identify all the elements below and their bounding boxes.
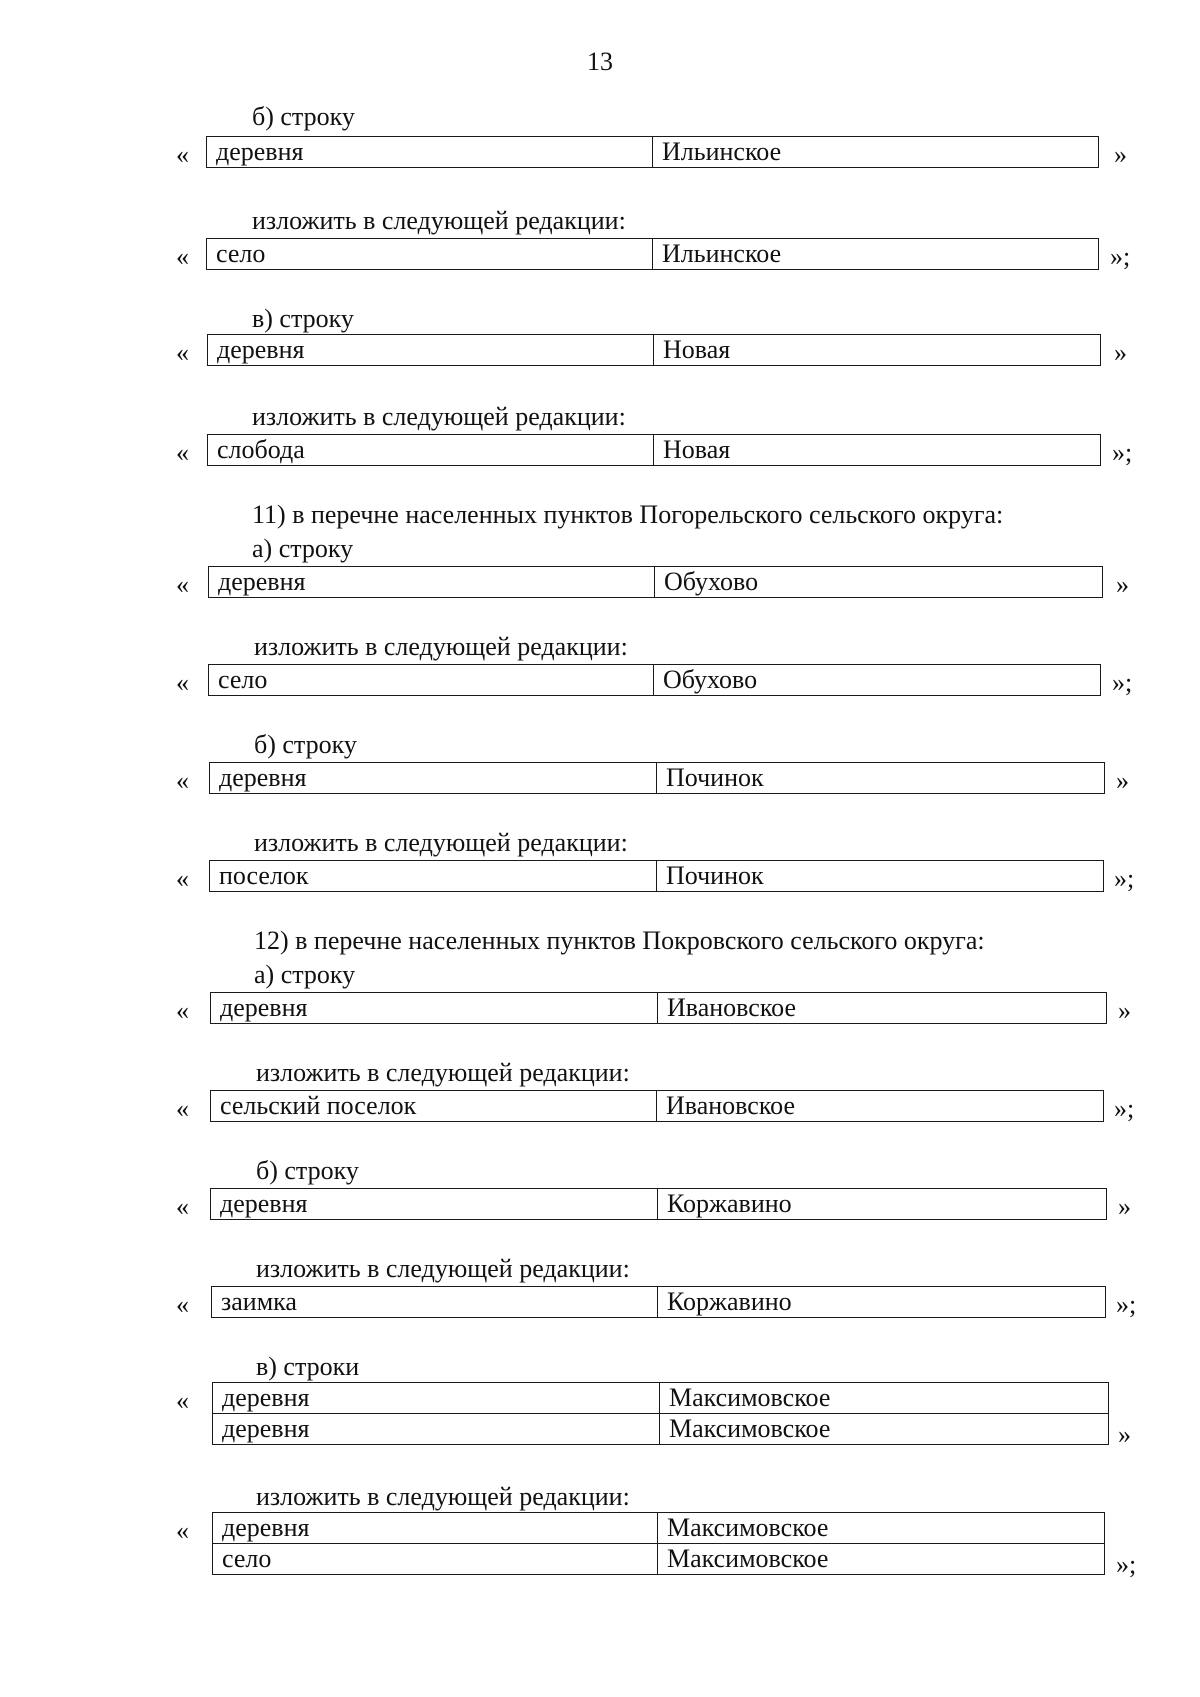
table-row	[211, 1091, 1104, 1122]
settlement-name-cell: Ильинское	[653, 239, 1099, 270]
entry-table	[207, 334, 1101, 366]
close-quote: »;	[1114, 1094, 1135, 1123]
instruction-label: изложить в следующей редакции:	[254, 828, 628, 857]
table-row	[210, 763, 1105, 794]
entry-table	[206, 136, 1099, 168]
open-quote: «	[176, 1192, 189, 1221]
open-quote: «	[176, 438, 189, 467]
settlement-name-cell: Починок	[657, 861, 1104, 892]
close-quote: »;	[1112, 668, 1133, 697]
close-quote: »	[1118, 1420, 1131, 1449]
settlement-name-cell: Обухово	[654, 665, 1101, 696]
entry-table	[210, 992, 1107, 1024]
instruction-label: изложить в следующей редакции:	[252, 206, 626, 235]
entry-table	[211, 1286, 1106, 1318]
instruction-label: изложить в следующей редакции:	[256, 1058, 630, 1087]
open-quote: «	[176, 668, 189, 697]
entry-table	[208, 566, 1103, 598]
entry-table	[206, 238, 1099, 270]
instruction-label: изложить в следующей редакции:	[256, 1254, 630, 1283]
settlement-name-cell: Максимовское	[658, 1513, 1105, 1544]
entry-table	[209, 860, 1104, 892]
instruction-label: изложить в следующей редакции:	[252, 402, 626, 431]
close-quote: »;	[1110, 242, 1131, 271]
instruction-label: в) строки	[256, 1352, 360, 1381]
open-quote: «	[176, 766, 189, 795]
table-row	[213, 1414, 1109, 1445]
table-row	[210, 861, 1104, 892]
settlement-name-cell: Новая	[654, 435, 1101, 466]
settlement-type-cell: деревня	[211, 993, 658, 1024]
entry-table	[210, 1188, 1107, 1220]
settlement-name-cell: Починок	[657, 763, 1105, 794]
open-quote: «	[176, 242, 189, 271]
settlement-name-cell: Ильинское	[653, 137, 1099, 168]
close-quote: »	[1116, 570, 1129, 599]
close-quote: »	[1116, 766, 1129, 795]
instruction-label: изложить в следующей редакции:	[256, 1482, 630, 1511]
open-quote: «	[176, 1516, 189, 1545]
instruction-label: а) строку	[252, 534, 354, 563]
settlement-type-cell: сельский поселок	[211, 1091, 657, 1122]
settlement-name-cell: Ивановское	[657, 1091, 1104, 1122]
table-row	[209, 665, 1101, 696]
entry-table	[212, 1512, 1105, 1575]
table-row	[213, 1383, 1109, 1414]
settlement-type-cell: слобода	[208, 435, 654, 466]
table-row	[209, 567, 1103, 598]
open-quote: «	[176, 140, 189, 169]
table-row	[212, 1287, 1106, 1318]
table-row	[207, 239, 1099, 270]
page-number: 13	[587, 47, 613, 76]
instruction-label: б) строку	[252, 102, 355, 131]
table-row	[213, 1544, 1105, 1575]
close-quote: »;	[1112, 438, 1133, 467]
entry-table	[207, 434, 1101, 466]
settlement-type-cell: деревня	[209, 567, 655, 598]
settlement-name-cell: Новая	[654, 335, 1101, 366]
close-quote: »	[1118, 996, 1131, 1025]
entry-table	[210, 1090, 1104, 1122]
open-quote: «	[176, 996, 189, 1025]
settlement-type-cell: село	[213, 1544, 658, 1575]
settlement-type-cell: село	[209, 665, 654, 696]
section-heading: 11) в перечне населенных пунктов Погорельского сельского округа:	[252, 500, 1004, 529]
table-row	[208, 335, 1101, 366]
settlement-type-cell: деревня	[213, 1414, 660, 1445]
instruction-label: б) строку	[254, 730, 357, 759]
open-quote: «	[176, 1290, 189, 1319]
close-quote: »;	[1116, 1290, 1137, 1319]
settlement-type-cell: деревня	[211, 1189, 658, 1220]
instruction-label: б) строку	[256, 1156, 359, 1185]
table-row	[213, 1513, 1105, 1544]
settlement-type-cell: деревня	[210, 763, 657, 794]
instruction-label: а) строку	[254, 960, 356, 989]
table-row	[208, 435, 1101, 466]
open-quote: «	[176, 1094, 189, 1123]
settlement-type-cell: деревня	[213, 1383, 660, 1414]
settlement-name-cell: Обухово	[655, 567, 1103, 598]
table-row	[207, 137, 1099, 168]
entry-table	[212, 1382, 1109, 1445]
settlement-type-cell: заимка	[212, 1287, 658, 1318]
entry-table	[208, 664, 1101, 696]
open-quote: «	[176, 338, 189, 367]
close-quote: »	[1114, 338, 1127, 367]
close-quote: »	[1114, 140, 1127, 169]
settlement-type-cell: село	[207, 239, 653, 270]
entry-table	[209, 762, 1105, 794]
settlement-name-cell: Максимовское	[658, 1544, 1105, 1575]
table-row	[211, 993, 1107, 1024]
open-quote: «	[176, 1386, 189, 1415]
close-quote: »;	[1116, 1550, 1137, 1579]
close-quote: »;	[1114, 864, 1135, 893]
open-quote: «	[176, 864, 189, 893]
settlement-name-cell: Коржавино	[658, 1287, 1106, 1318]
instruction-label: изложить в следующей редакции:	[254, 632, 628, 661]
settlement-type-cell: поселок	[210, 861, 657, 892]
settlement-name-cell: Максимовское	[660, 1383, 1109, 1414]
table-row	[211, 1189, 1107, 1220]
settlement-type-cell: деревня	[207, 137, 653, 168]
settlement-type-cell: деревня	[213, 1513, 658, 1544]
instruction-label: в) строку	[252, 304, 354, 333]
settlement-name-cell: Коржавино	[658, 1189, 1107, 1220]
settlement-name-cell: Ивановское	[658, 993, 1107, 1024]
close-quote: »	[1118, 1192, 1131, 1221]
settlement-name-cell: Максимовское	[660, 1414, 1109, 1445]
section-heading: 12) в перечне населенных пунктов Покровского сельского округа:	[254, 926, 985, 955]
open-quote: «	[176, 570, 189, 599]
settlement-type-cell: деревня	[208, 335, 654, 366]
